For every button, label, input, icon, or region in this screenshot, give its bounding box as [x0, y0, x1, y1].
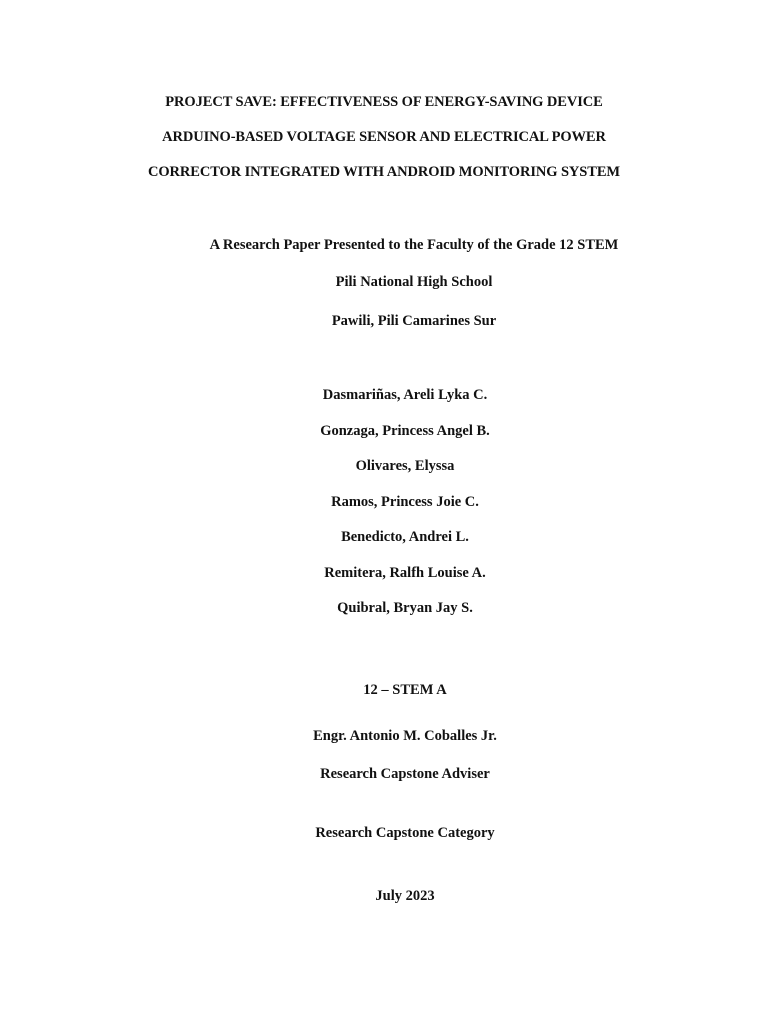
capstone-category: Research Capstone Category — [315, 825, 495, 841]
school-address: Pawili, Pili Camarines Sur — [331, 313, 497, 329]
author-5: Benedicto, Andrei L. — [341, 529, 469, 545]
author-1: Dasmariñas, Areli Lyka C. — [322, 387, 488, 403]
author-4: Ramos, Princess Joie C. — [331, 494, 479, 510]
school-name: Pili National High School — [335, 274, 493, 290]
author-7: Quibral, Bryan Jay S. — [337, 600, 473, 616]
author-3: Olivares, Elyssa — [355, 458, 455, 474]
author-6: Remitera, Ralfh Louise A. — [324, 565, 486, 581]
title-line-2: ARDUINO-BASED VOLTAGE SENSOR AND ELECTRICAL POWER — [162, 129, 606, 145]
document-date: July 2023 — [375, 888, 435, 904]
title-line-3: CORRECTOR INTEGRATED WITH ANDROID MONITORING SYSTEM — [147, 164, 620, 180]
adviser-name: Engr. Antonio M. Coballes Jr. — [313, 728, 497, 744]
adviser-role: Research Capstone Adviser — [320, 766, 490, 782]
section-label: 12 – STEM A — [363, 682, 447, 698]
presentation-statement: A Research Paper Presented to the Faculty of the Grade 12 STEM — [209, 237, 619, 253]
title-line-1: PROJECT SAVE: EFFECTIVENESS OF ENERGY-SAVING DEVICE — [165, 94, 603, 110]
author-2: Gonzaga, Princess Angel B. — [320, 423, 490, 439]
